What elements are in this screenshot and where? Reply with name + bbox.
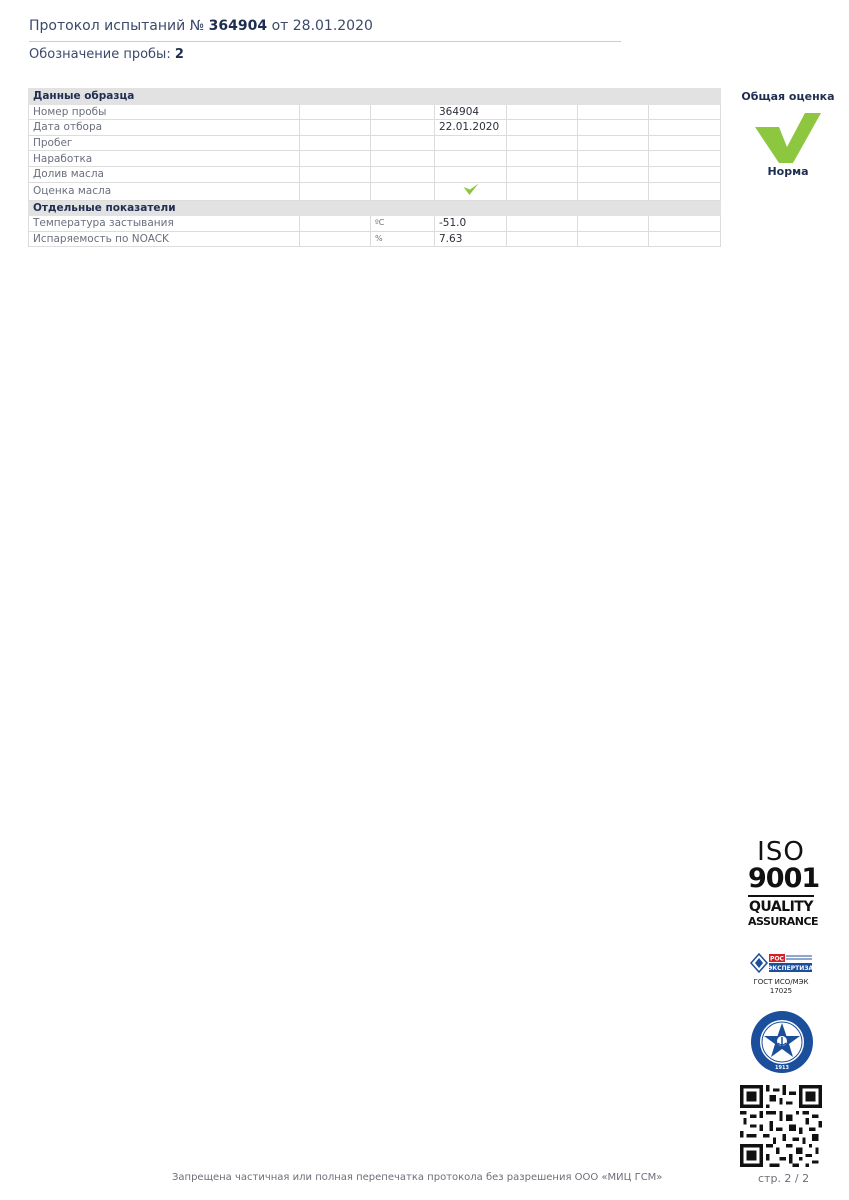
row-unit — [371, 120, 435, 136]
row-unit: % — [371, 231, 435, 247]
gost-number: 17025 — [769, 987, 793, 995]
row-unit — [371, 166, 435, 182]
qr-code-icon — [740, 1085, 822, 1167]
maritime-register-seal-icon — [750, 1010, 814, 1074]
table-row — [29, 166, 721, 182]
overall-status: Норма — [767, 165, 809, 178]
table-row — [29, 104, 721, 120]
copyright-note: Запрещена частичная или полная перепечатка протокола без разрешения ООО «МИЦ ГСМ» — [172, 1172, 663, 1183]
row-label: Оценка масла — [29, 182, 300, 200]
table-row — [29, 182, 721, 200]
row-label: Дата отбора — [29, 120, 300, 136]
row-value — [435, 135, 507, 151]
table-row — [29, 231, 721, 247]
iso-quality: QUALITY — [749, 899, 813, 915]
iso-number: 9001 — [748, 863, 820, 894]
row-value — [435, 166, 507, 182]
section-header-indicators — [29, 200, 721, 216]
results-table — [28, 88, 721, 247]
row-label: Долив масла — [29, 166, 300, 182]
gost-label: ГОСТ ИСО/МЭК — [753, 978, 809, 986]
table-row — [29, 135, 721, 151]
row-value: 22.01.2020 — [435, 120, 507, 136]
row-label: Пробег — [29, 135, 300, 151]
row-value — [435, 182, 507, 200]
svg-text:1913: 1913 — [775, 1065, 789, 1071]
iso-divider — [748, 895, 814, 897]
iso-assurance: ASSURANCE — [748, 915, 819, 928]
iso-word: ISO — [757, 837, 805, 867]
overall-title: Общая оценка — [741, 90, 835, 103]
protocol-number: 364904 — [208, 18, 268, 34]
protocol-label: Протокол испытаний № — [29, 18, 205, 34]
page-number: стр. 2 / 2 — [758, 1172, 810, 1185]
svg-text:ЭКСПЕРТИЗА: ЭКСПЕРТИЗА — [767, 965, 814, 972]
green-check-icon — [463, 183, 479, 196]
table-row — [29, 216, 721, 232]
row-unit: ºC — [371, 216, 435, 232]
row-unit — [371, 151, 435, 167]
ros-expertiza-emblem-icon — [748, 952, 814, 974]
green-check-icon — [755, 113, 821, 163]
row-value: -51.0 — [435, 216, 507, 232]
protocol-title — [29, 18, 373, 34]
protocol-date: от 28.01.2020 — [271, 18, 373, 34]
sample-label: Обозначение пробы: — [29, 47, 171, 62]
row-label: Наработка — [29, 151, 300, 167]
row-value — [435, 151, 507, 167]
row-label: Номер пробы — [29, 104, 300, 120]
row-unit — [371, 182, 435, 200]
iso-9001-logo — [748, 837, 820, 928]
table-row — [29, 151, 721, 167]
row-value: 364904 — [435, 104, 507, 120]
svg-text:РОС: РОС — [770, 955, 784, 963]
table-row — [29, 120, 721, 136]
row-value: 7.63 — [435, 231, 507, 247]
section-title: Отдельные показатели — [29, 200, 721, 216]
header-divider — [29, 41, 621, 42]
section-title: Данные образца — [29, 89, 721, 105]
row-unit — [371, 104, 435, 120]
ros-expertiza-logo — [746, 952, 816, 996]
row-label: Испаряемость по NOACK — [29, 231, 300, 247]
row-unit — [371, 135, 435, 151]
overall-assessment — [736, 90, 840, 178]
row-label: Температура застывания — [29, 216, 300, 232]
section-header-sample-data — [29, 89, 721, 105]
sample-designation — [29, 47, 184, 62]
sample-value: 2 — [174, 47, 184, 62]
